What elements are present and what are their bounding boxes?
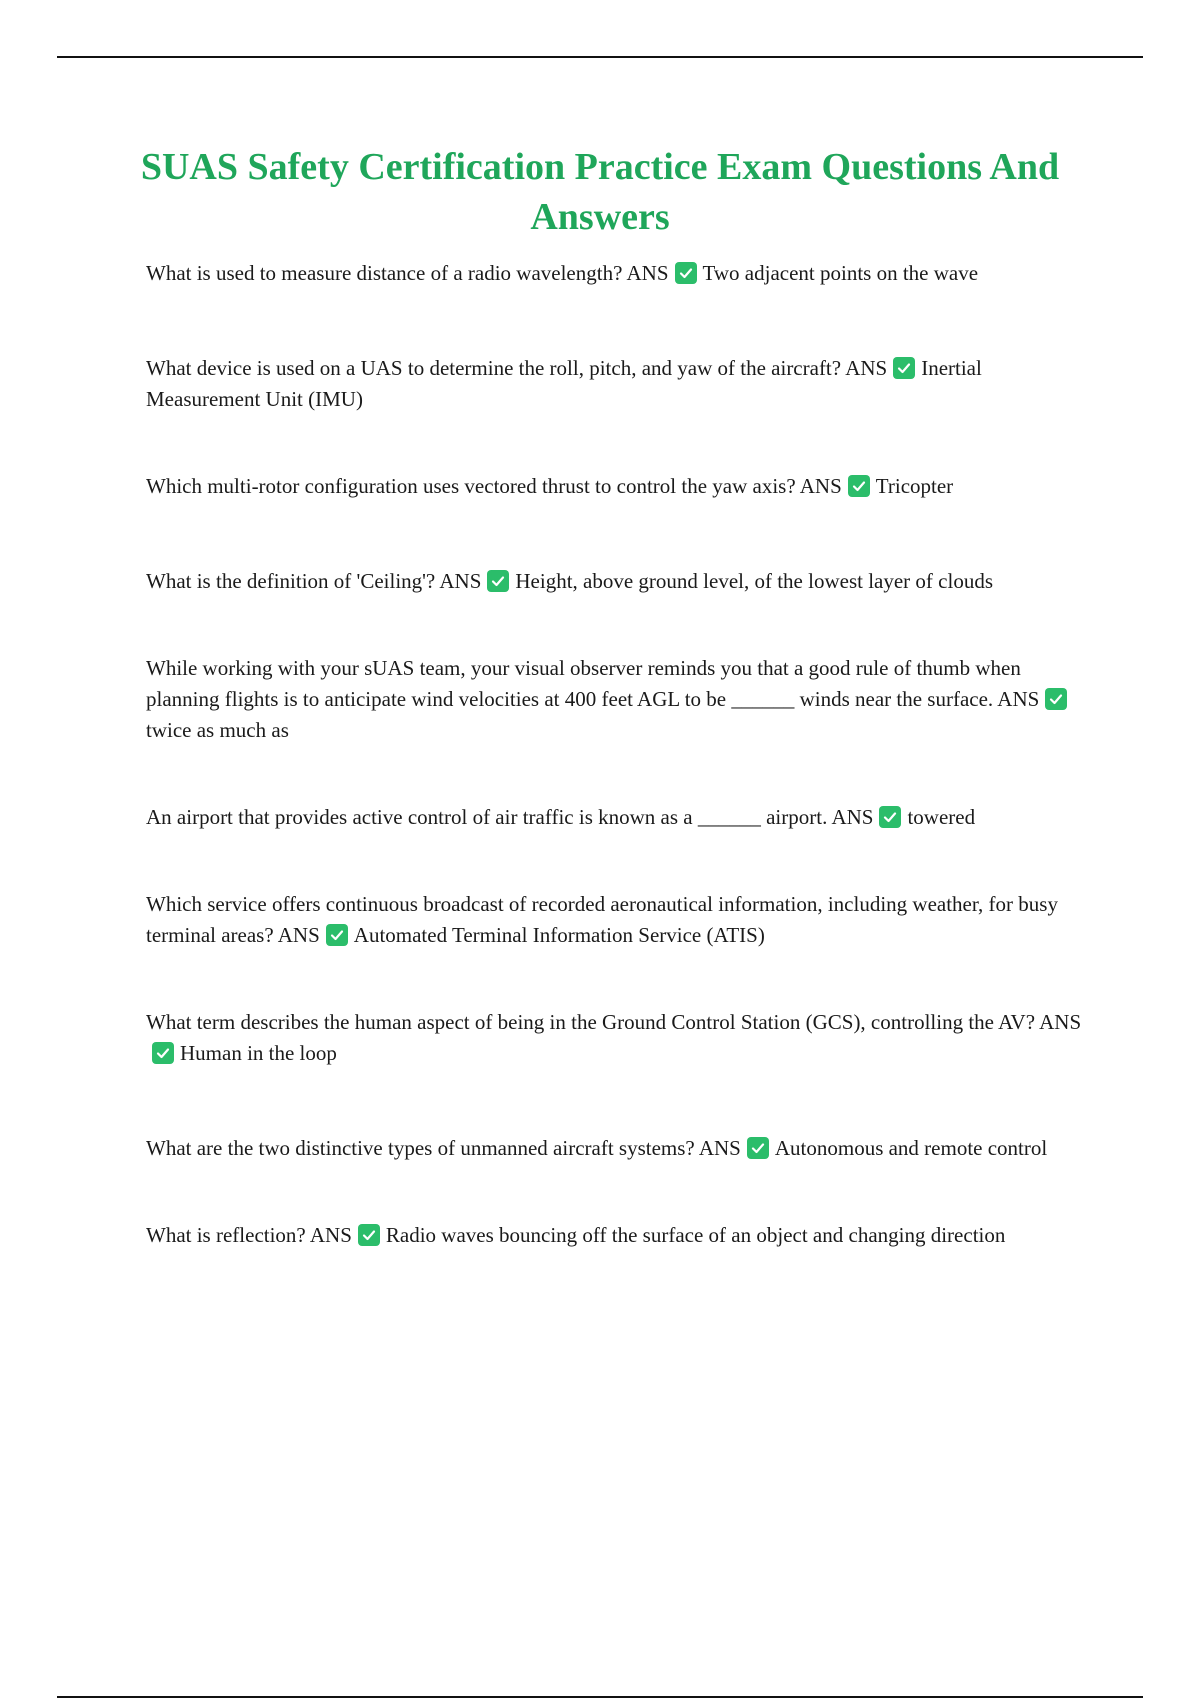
qa-list xyxy=(146,258,1096,1315)
check-square-icon xyxy=(487,570,509,592)
answer-text: towered xyxy=(907,805,976,829)
ans-label: ANS xyxy=(831,805,874,829)
qa-item xyxy=(146,471,1096,502)
qa-item xyxy=(146,653,1096,746)
question-text: An airport that provides active control of air traffic is known as a ______ airport. xyxy=(146,805,828,829)
question-text: Which multi-rotor configuration uses vectored thrust to control the yaw axis? xyxy=(146,474,796,498)
answer-text: Two adjacent points on the wave xyxy=(702,261,979,285)
answer-text: Radio waves bouncing off the surface of an object and changing direction xyxy=(385,1223,1006,1247)
check-square-icon xyxy=(675,262,697,284)
check-square-icon xyxy=(879,806,901,828)
qa-item xyxy=(146,1007,1096,1069)
ans-label: ANS xyxy=(439,569,482,593)
question-text: Which service offers continuous broadcast of recorded aeronautical information, including weather, for busy terminal areas? xyxy=(146,892,1058,947)
qa-item xyxy=(146,566,1096,597)
question-text: What is reflection? xyxy=(146,1223,306,1247)
answer-text: Automated Terminal Information Service (ATIS) xyxy=(353,923,765,947)
question-text: What is used to measure distance of a radio wavelength? xyxy=(146,261,623,285)
answer-text: twice as much as xyxy=(146,718,289,742)
check-square-icon xyxy=(893,357,915,379)
check-square-icon xyxy=(1045,688,1067,710)
answer-text: Human in the loop xyxy=(180,1041,337,1065)
answer-text: Height, above ground level, of the lowest layer of clouds xyxy=(515,569,993,593)
check-square-icon xyxy=(326,924,348,946)
bottom-rule xyxy=(57,1696,1143,1698)
ans-label: ANS xyxy=(626,261,669,285)
check-square-icon xyxy=(747,1137,769,1159)
page-title: SUAS Safety Certification Practice Exam Questions And Answers xyxy=(140,146,1060,238)
question-text: What device is used on a UAS to determine the roll, pitch, and yaw of the aircraft? xyxy=(146,356,842,380)
ans-label: ANS xyxy=(997,687,1040,711)
top-rule xyxy=(57,56,1143,58)
ans-label: ANS xyxy=(698,1136,741,1160)
ans-label: ANS xyxy=(845,356,888,380)
qa-item xyxy=(146,1133,1096,1164)
question-text: While working with your sUAS team, your visual observer reminds you that a good rule of thumb when planning flights is to anticipate wind velocities at 400 feet AGL to be ______ winds near the surface. xyxy=(146,656,1021,711)
qa-item xyxy=(146,353,1096,415)
qa-item xyxy=(146,802,1096,833)
question-text: What is the definition of 'Ceiling'? xyxy=(146,569,436,593)
answer-text: Tricopter xyxy=(875,474,954,498)
qa-item xyxy=(146,258,1096,289)
check-square-icon xyxy=(848,475,870,497)
qa-item xyxy=(146,889,1096,951)
question-text: What term describes the human aspect of being in the Ground Control Station (GCS), controlling the AV? xyxy=(146,1010,1036,1034)
ans-label: ANS xyxy=(309,1223,352,1247)
question-text: What are the two distinctive types of unmanned aircraft systems? xyxy=(146,1136,695,1160)
ans-label: ANS xyxy=(799,474,842,498)
ans-label: ANS xyxy=(277,923,320,947)
check-square-icon xyxy=(358,1224,380,1246)
check-square-icon xyxy=(152,1042,174,1064)
qa-item xyxy=(146,1220,1096,1251)
answer-text: Inertial Measurement Unit (IMU) xyxy=(146,356,982,411)
ans-label: ANS xyxy=(1039,1010,1082,1034)
answer-text: Autonomous and remote control xyxy=(774,1136,1048,1160)
